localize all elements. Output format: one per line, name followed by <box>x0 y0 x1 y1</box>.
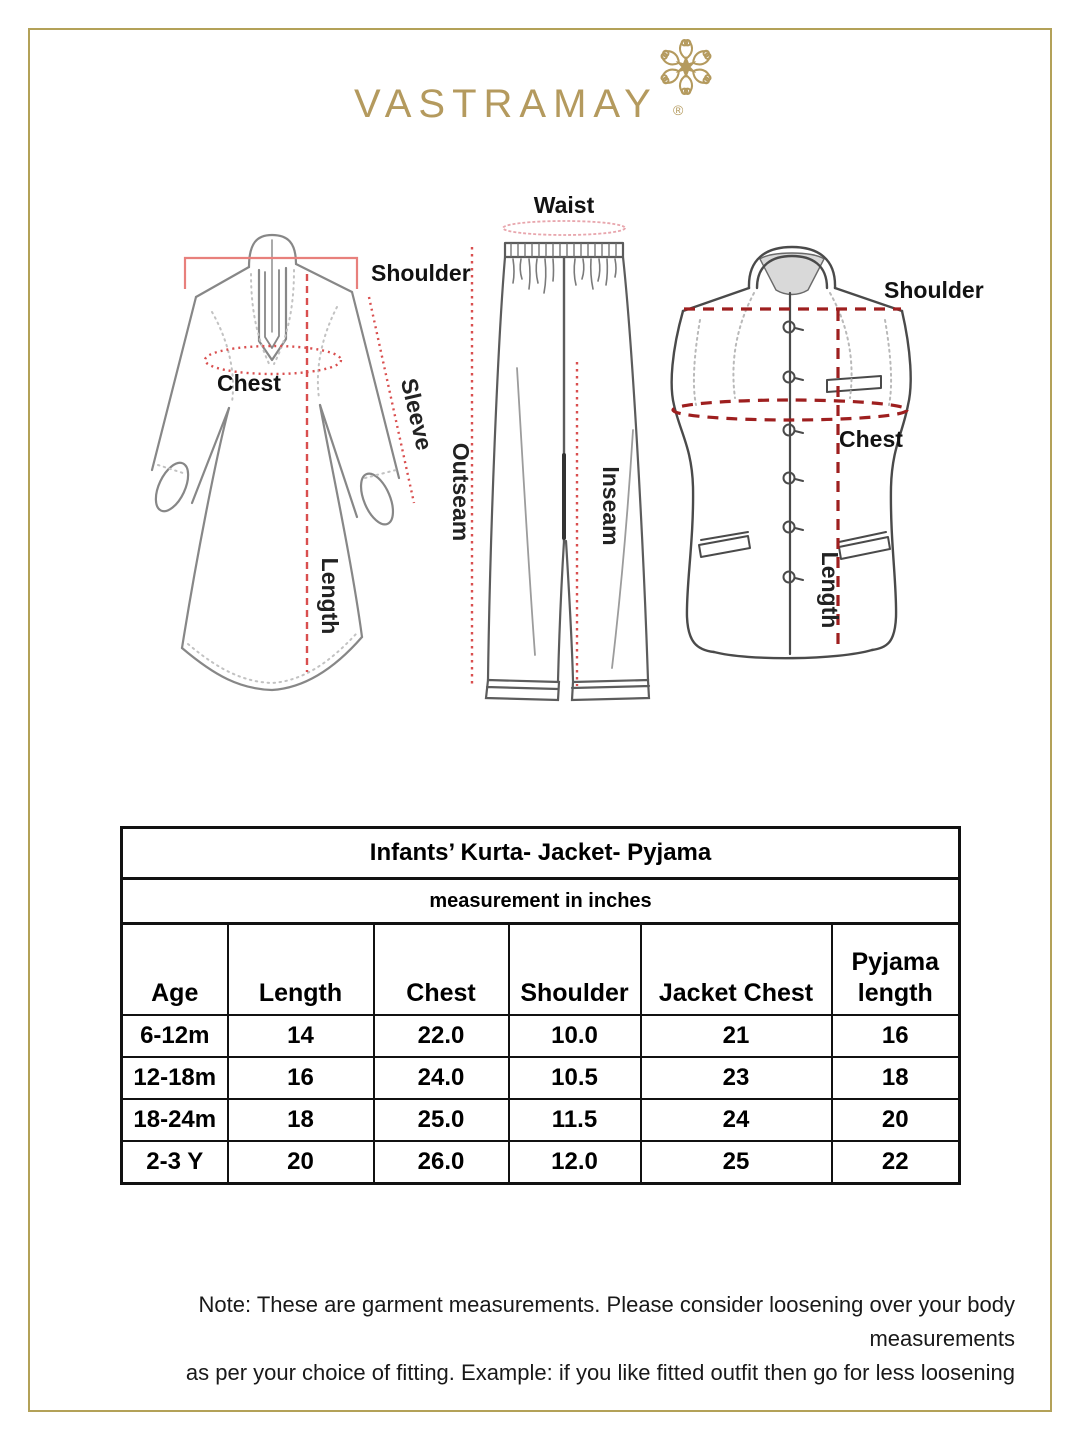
col-header-length: Length <box>228 924 374 1016</box>
kurta-shoulder-line <box>185 258 357 289</box>
table-cell: 2-3 Y <box>122 1141 228 1184</box>
table-cell: 21 <box>641 1015 832 1057</box>
table-cell: 20 <box>228 1141 374 1184</box>
registered-trademark: ® <box>673 102 684 118</box>
table-cell: 25.0 <box>374 1099 509 1141</box>
table-subtitle: measurement in inches <box>122 879 960 924</box>
col-header-chest: Chest <box>374 924 509 1016</box>
table-cell: 24 <box>641 1099 832 1141</box>
size-table <box>120 826 961 1185</box>
table-cell: 12-18m <box>122 1057 228 1099</box>
table-cell: 18-24m <box>122 1099 228 1141</box>
note-line-2: as per your choice of fitting. Example: if you like fitted outfit then go for less loosening <box>185 1360 1015 1385</box>
measurement-note <box>55 1288 1015 1390</box>
pyjama-outseam-label: Outseam <box>448 442 474 542</box>
table-cell: 20 <box>832 1099 960 1141</box>
table-row <box>122 1099 960 1141</box>
table-cell: 22 <box>832 1141 960 1184</box>
table-cell: 16 <box>228 1057 374 1099</box>
brand-logo-text: VASTRAMAY <box>354 82 658 126</box>
kurta-shoulder-label: Shoulder <box>371 260 471 286</box>
col-header-shoulder: Shoulder <box>509 924 641 1016</box>
kurta-chest-label: Chest <box>217 370 281 396</box>
kurta-sleeve-label: Sleeve <box>395 375 438 453</box>
note-line-1: Note: These are garment measurements. Please consider loosening over your body measurements <box>198 1292 1015 1351</box>
col-header-age: Age <box>122 924 228 1016</box>
table-cell: 25 <box>641 1141 832 1184</box>
table-row <box>122 1015 960 1057</box>
brand-emblem-icon <box>655 36 717 98</box>
kurta-drawing <box>149 235 399 690</box>
pyjama-waist-line <box>503 221 625 235</box>
table-cell: 11.5 <box>509 1099 641 1141</box>
jacket-chest-label: Chest <box>839 426 903 452</box>
table-cell: 16 <box>832 1015 960 1057</box>
table-row <box>122 1057 960 1099</box>
table-cell: 10.5 <box>509 1057 641 1099</box>
table-cell: 22.0 <box>374 1015 509 1057</box>
table-cell: 24.0 <box>374 1057 509 1099</box>
table-cell: 12.0 <box>509 1141 641 1184</box>
pyjama-waist-label: Waist <box>533 192 595 218</box>
table-cell: 10.0 <box>509 1015 641 1057</box>
table-cell: 18 <box>832 1057 960 1099</box>
col-header-pyjama-length: Pyjama length <box>832 924 960 1016</box>
table-cell: 6-12m <box>122 1015 228 1057</box>
table-cell: 14 <box>228 1015 374 1057</box>
table-header-row <box>122 924 960 1016</box>
table-cell: 26.0 <box>374 1141 509 1184</box>
jacket-length-label: Length <box>817 551 843 629</box>
col-header-jacket-chest: Jacket Chest <box>641 924 832 1016</box>
table-title: Infants’ Kurta- Jacket- Pyjama <box>122 828 960 879</box>
garment-measurement-diagram <box>0 180 1080 765</box>
pyjama-inseam-label: Inseam <box>598 466 624 546</box>
table-row <box>122 1141 960 1184</box>
table-cell: 18 <box>228 1099 374 1141</box>
kurta-length-label: Length <box>317 557 343 635</box>
table-cell: 23 <box>641 1057 832 1099</box>
jacket-shoulder-label: Shoulder <box>884 277 984 303</box>
